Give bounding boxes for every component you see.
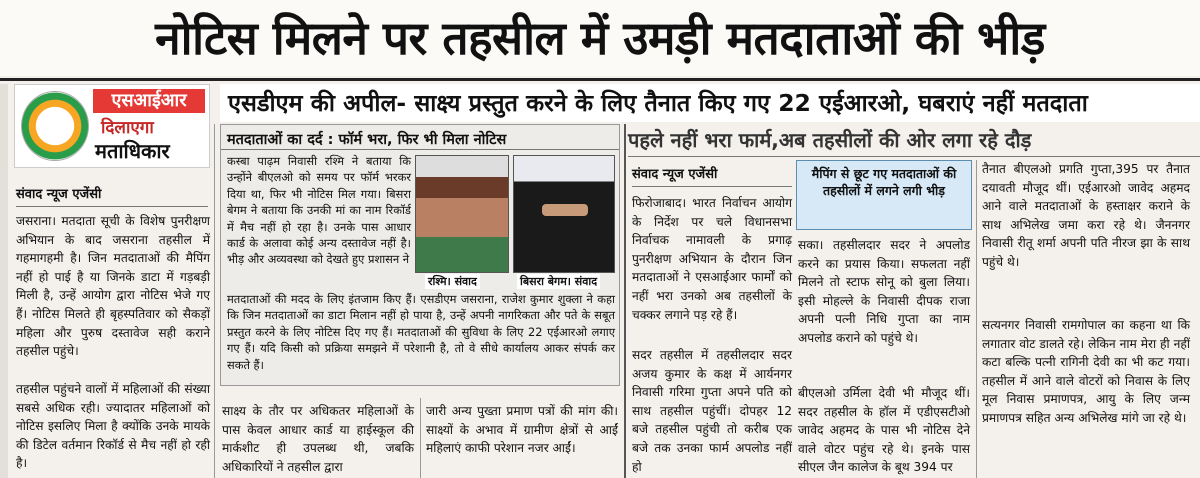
logo-top-text: एसआईआर — [93, 89, 205, 113]
logo-middle-text: दिलाएगा — [101, 118, 154, 138]
column-divider-1 — [214, 124, 215, 478]
right-col-1b: सदर तहसील में तहसीलदार सदर अजय कुमार के कक्ष में आर्यनगर निवासी गरिमा गुप्ता अपने पति को साथ तहसील पहुंचीं। दोपहर 12 बजे तहसील पहुंची तो करीब एक बजे तक उनका फार्म अपलोड नहीं हो — [632, 348, 792, 474]
pain-title-rule — [221, 149, 619, 150]
right-col-1: फिरोजाबाद। भारत निर्वाचन आयोग के निर्देश पर चले विधानसभा निर्वाचक नामावली के प्रगाढ़ पुनरीक्षण अभियान के दौरान जिन मतदाताओं ने एसआईआर फार्मों को नहीं भरा उनको अब तहसीलों के चक्कर लगाने पड़ रहे हैं। — [632, 196, 792, 322]
pain-box-text-top: कस्बा पाढ़म निवासी रश्मि ने बताया कि उन्होंने बीएलओ को समय पर फॉर्म भरकर दिया था, फिर भी नोटिस मिल गया। बिसरा बेगम ने बताया कि उनकी मां का नाम रिकॉर्ड में मैच नहीं हो रहा है। उनके पास आधार कार्ड के अलावा कोई अन्य दस्तावेज नहीं है। भीड़ और अव्यवस्था को देखते हुए प्रशासन ने — [227, 154, 411, 267]
right-lead-headline: पहले नहीं भरा फार्म,अब तहसीलों की ओर लगा रहे दौड़ — [628, 128, 1032, 152]
mapping-callout: मैपिंग से छूट गए मतदाताओं की तहसीलों में लगने लगी भीड़ — [796, 160, 972, 230]
right-byline-rule — [632, 186, 792, 187]
caption-rashmi: रश्मि। संवाद — [425, 274, 480, 289]
logo-bottom-text: मताधिकार — [95, 139, 170, 163]
photo-rashmi — [415, 155, 509, 273]
right-byline: संवाद न्यूज एजेंसी — [632, 167, 718, 182]
column-divider-2 — [420, 398, 421, 478]
caption-bisra-begum: बिसरा बेगम। संवाद — [517, 274, 600, 289]
left-paragraph-2: तहसील पहुंचने वालों में महिलाओं की संख्या सबसे अधिक रही। ज्यादातर महिलाओं को नोटिस इसलिए मिला है क्योंकि उनके मायके की डिटेल वर्तमान रिकॉर्ड से मैच नहीं हो रही है। — [16, 382, 210, 471]
left-paragraph-1: जसराना। मतदाता सूची के विशेष पुनरीक्षण अभियान के बाद जसराना तहसील में गहमागहमी है। जिन मतदाताओं की मैपिंग नहीं हो पाई है या जिनके डाटा में गड़बड़ी मिली है, उन्हें आयोग द्वारा नोटिस भेजे गए हैं। नोटिस मिलते ही बृहस्पतिवार को सैकड़ों महिला और पुरुष दस्तावेज सही कराने तहसील पहुंचे। — [16, 214, 210, 359]
left-margin-strip — [0, 84, 8, 478]
right-col-3: तैनात बीएलओ प्रगति गुप्ता,395 पर तैनात दयावती मौजूद थीं। एईआरओ जावेद अहमद आने वाले मतदाताओं के हस्ताक्षर कराने के साथ अभिलेख जमा करा रहे थे। जैननगर निवासी रीतू शर्मा अपनी पति नीरज झा के साथ पहुंचे थे। — [982, 162, 1190, 269]
voters-pain-box — [220, 124, 620, 386]
right-lead-rule — [628, 156, 1200, 157]
right-col-2b: बीएलओ उर्मिला देवी भी मौजूद थीं। सदर तहसील के हॉल में एडीएसटीओ जावेद अहमद के पास भी नोटिस देने वाले वोटर पहुंच रहे थे। इनके पास सीएल जैन कालेज के बूथ 394 पर — [798, 386, 970, 475]
headline: नोटिस मिलने पर तहसील में उमड़ी मतदाताओं की भीड़ — [0, 0, 1200, 76]
column-divider-3 — [624, 124, 626, 478]
left-byline: संवाद न्यूज एजेंसी — [16, 187, 102, 202]
pain-box-text-bottom: मतदाताओं की मदद के लिए इंतजाम किए हैं। एसडीएम जसराना, राजेश कुमार शुक्ला ने कहा कि जिन मतदाताओं का डाटा मिलान नहीं हो पाया है, उन्हें अपनी नागरिकता और पते के सबूत प्रस्तुत करने के लिए नोटिस दिए गए हैं। मतदाताओं की सुविधा के लिए 22 एईआरओ लगाए गए हैं। यदि किसी को प्रक्रिया समझने में परेशानी है, तो वे सीधे कार्यालय आकर संपर्क कर सकते हैं। — [227, 292, 615, 372]
photo-bisra-begum — [513, 155, 615, 273]
pain-box-title: मतदाताओं का दर्द : फॉर्म भरा, फिर भी मिला नोटिस — [227, 132, 507, 148]
headline-rule — [0, 78, 1200, 81]
left-byline-rule — [16, 206, 208, 207]
election-commission-emblem-icon — [21, 91, 89, 161]
right-col-2: सका। तहसीलदार सदर ने अपलोड करने का प्रयास किया। सफलता नहीं मिलने तो स्टाफ सोनू को बुला लिया। इसी मोहल्ले के निवासी दीपक राजा अपनी पत्नी निधि गुप्ता का नाम अपलोड कराने को पहुंचे थे। — [798, 238, 970, 345]
sir-logo — [14, 84, 210, 168]
middle-col-2: जारी अन्य पुख्ता प्रमाण पत्रों की मांग की। साक्ष्यों के अभाव में ग्रामीण क्षेत्रों से आईं महिलाएं काफी परेशान नजर आईं। — [426, 404, 618, 456]
subheadline: एसडीएम की अपील- साक्ष्य प्रस्तुत करने के लिए तैनात किए गए 22 एईआरओ, घबराएं नहीं मतदाता — [220, 84, 1200, 122]
right-col-3b: सत्यनगर निवासी रामगोपाल का कहना था कि लगातार वोट डालते रहे। लेकिन नाम मेरा ही नहीं कटा बल्कि पत्नी रागिनी देवी का भी कट गया। तहसील में आने वाले वोटरों को निवास के लिए मूल निवास प्रमाणपत्र, आयु के लिए जन्म प्रमाणपत्र सहित अन्य अभिलेख मांगे जा रहे थे। — [982, 318, 1190, 425]
middle-col-1: साक्ष्य के तौर पर अधिकतर महिलाओं के पास केवल आधार कार्ड या हाईस्कूल की मार्कशीट ही उपलब्ध थी, जबकि अधिकारियों ने तहसील द्वारा — [222, 404, 414, 474]
column-divider-4 — [976, 160, 977, 478]
veil-eyes — [542, 204, 588, 216]
